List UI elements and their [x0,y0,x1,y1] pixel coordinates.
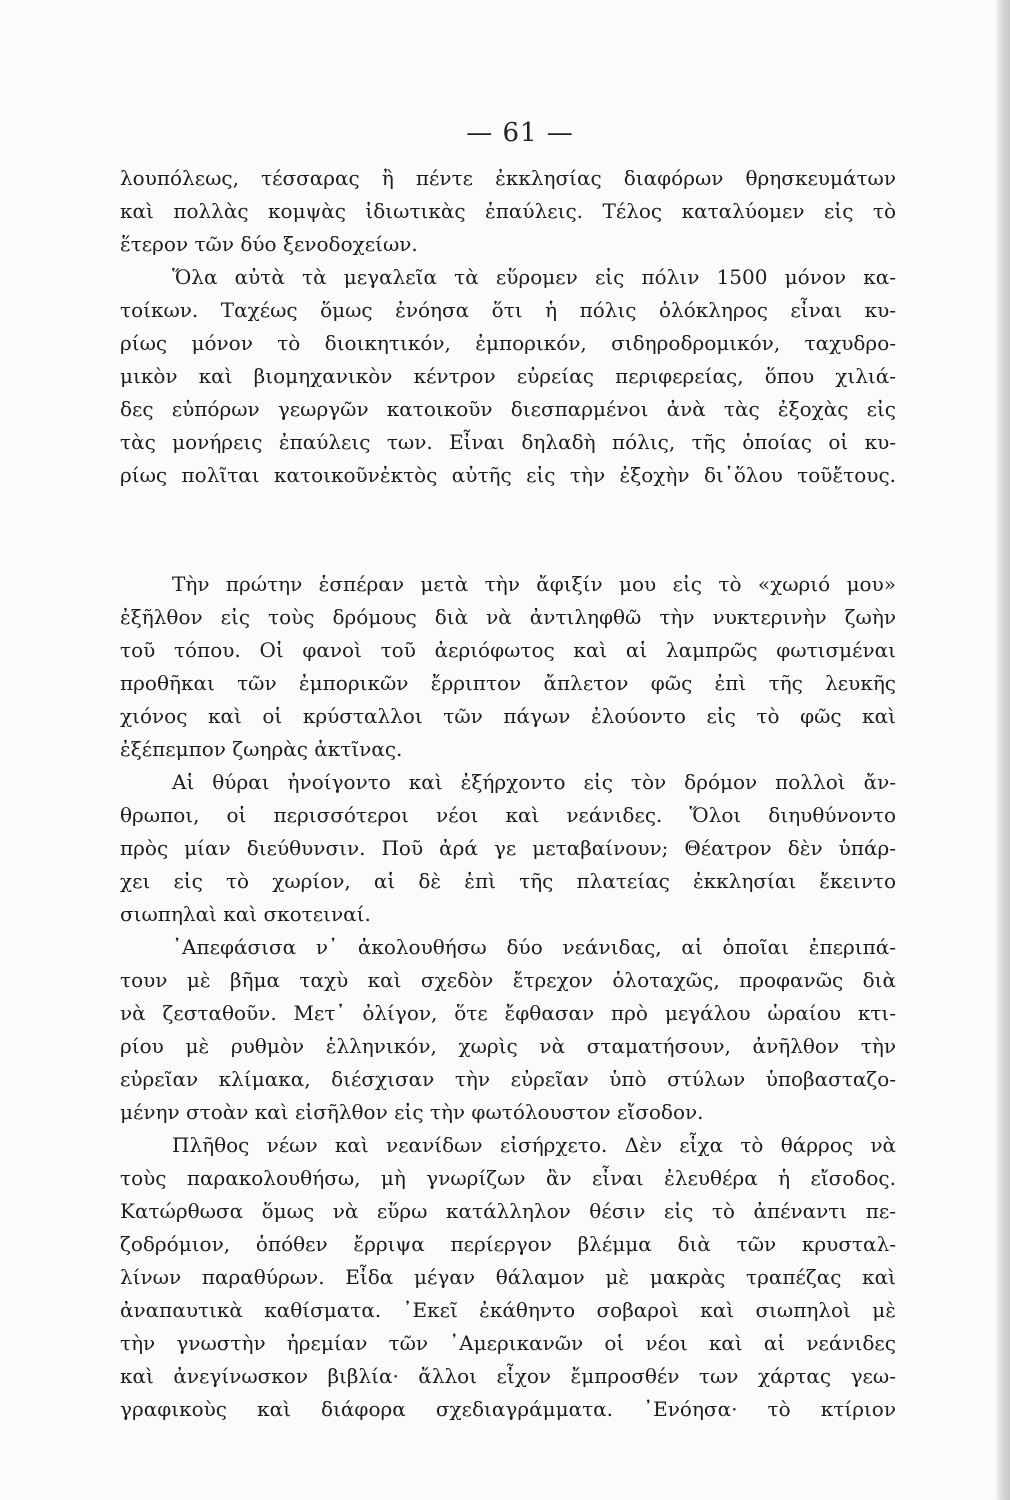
text-line: ἕτερον τῶν δύο ξενοδοχείων. [120,232,418,256]
text-section-1 [120,162,896,492]
text-line: μένην στοὰν καὶ εἰσῆλθον εἰς τὴν φωτόλουστον εἴσοδον. [120,1100,704,1124]
text-line: δες εὐπόρων γεωργῶν κατοικοῦν διεσπαρμένοι ἀνὰ τὰς ἐξοχὰς εἰς [120,397,896,421]
text-line: χει εἰς τὸ χωρίον, αἱ δὲ ἐπὶ τῆς πλατείας ἐκκλησίαι ἔκειντο [120,869,896,893]
paragraph [120,568,896,766]
text-line: λουπόλεως, τέσσαρας ἢ πέντε ἐκκλησίας διαφόρων θρησκευμάτων [120,166,896,190]
text-line: ᾿Απεφάσισα ν᾿ ἀκολουθήσω δύο νεάνιδας, αἱ ὁποῖαι ἐπεριπά- [172,935,896,959]
text-line: τοίκων. Ταχέως ὅμως ἐνόησα ὅτι ἡ πόλις ὁλόκληρος εἶναι κυ- [120,298,896,322]
text-line: Ὅλα αὐτὰ τὰ μεγαλεῖα τὰ εὕρομεν εἰς πόλιν 1500 μόνον κα- [172,265,896,289]
text-line: γραφικοὺς καὶ διάφορα σχεδιαγράμματα. ᾿Ενόησα· τὸ κτίριον [120,1397,896,1421]
text-line: τουν μὲ βῆμα ταχὺ καὶ σχεδὸν ἔτρεχον ὁλοταχῶς, προφανῶς διὰ [120,968,896,992]
text-line: θρωποι, οἱ περισσότεροι νέοι καὶ νεάνιδες. Ὅλοι διηυθύνοντο [120,803,896,827]
text-line: λίνων παραθύρων. Εἶδα μέγαν θάλαμον μὲ μακρὰς τραπέζας καὶ [120,1265,896,1289]
text-line: Αἱ θύραι ἠνοίγοντο καὶ ἐξήρχοντο εἰς τὸν δρόμον πολλοὶ ἄν- [172,770,896,794]
text-line: καὶ ἀνεγίνωσκον βιβλία· ἄλλοι εἶχον ἔμπροσθέν των χάρτας γεω- [120,1364,896,1388]
paragraph [120,261,896,492]
text-line: ρίως πολῖται κατοικοῦνἐκτὸς αὐτῆς εἰς τὴν ἐξοχὴν δι᾿ὅλου τοῦἔτους. [120,463,896,487]
text-line: καὶ πολλὰς κομψὰς ἰδιωτικὰς ἐπαύλεις. Τέλος καταλύομεν εἰς τὸ [120,199,896,223]
text-line: τὴν γνωστὴν ἠρεμίαν τῶν ᾿Αμερικανῶν οἱ νέοι καὶ αἱ νεάνιδες [120,1331,896,1355]
page-edge-shadow [996,0,1010,1500]
text-line: σιωπηλαὶ καὶ σκοτειναί. [120,902,371,926]
text-line: ρίου μὲ ρυθμὸν ἑλληνικόν, χωρὶς νὰ σταματήσουν, ἀνῆλθον τὴν [120,1034,896,1058]
text-line: προθῆκαι τῶν ἐμπορικῶν ἔρριπτον ἄπλετον φῶς ἐπὶ τῆς λευκῆς [120,671,896,695]
paragraph [120,931,896,1129]
text-line: Πλῆθος νέων καὶ νεανίδων εἰσήρχετο. Δὲν εἶχα τὸ θάρρος νὰ [172,1133,896,1157]
text-line: ἐξῆλθον εἰς τοὺς δρόμους διὰ νὰ ἀντιληφθῶ τὴν νυκτερινὴν ζωὴν [120,605,896,629]
paragraph [120,766,896,931]
text-line: Τὴν πρώτην ἑσπέραν μετὰ τὴν ἄφιξίν μου εἰς τὸ «χωριό μου» [172,572,896,596]
text-line: πρὸς μίαν διεύθυνσιν. Ποῦ ἀρά γε μεταβαίνουν; Θέατρον δὲν ὑπάρ- [120,836,896,860]
text-line: Κατώρθωσα ὅμως νὰ εὕρω κατάλληλον θέσιν εἰς τὸ ἀπέναντι πε- [120,1199,896,1223]
text-line: ζοδρόμιον, ὁπόθεν ἔρριψα περίεργον βλέμμα διὰ τῶν κρυσταλ- [120,1232,896,1256]
text-line: τοῦ τόπου. Οἱ φανοὶ τοῦ ἀεριόφωτος καὶ αἱ λαμπρῶς φωτισμέναι [120,638,896,662]
text-line: τὰς μονήρεις ἐπαύλεις των. Εἶναι δηλαδὴ πόλις, τῆς ὁποίας οἱ κυ- [120,430,896,454]
text-section-2 [120,568,896,1426]
text-line: ρίως μόνον τὸ διοικητικόν, ἐμπορικόν, σιδηροδρομικόν, ταχυδρο- [120,331,896,355]
paragraph [120,162,896,261]
text-line: τοὺς παρακολουθήσω, μὴ γνωρίζων ἂν εἶναι ἐλευθέρα ἡ εἴσοδος. [120,1166,896,1190]
text-line: ἐξέπεμπον ζωηρὰς ἀκτῖνας. [120,737,403,761]
text-line: νὰ ζεσταθοῦν. Μετ᾿ ὀλίγον, ὅτε ἔφθασαν πρὸ μεγάλου ὡραίου κτι- [120,1001,896,1025]
text-line: ἀναπαυτικὰ καθίσματα. ᾿Εκεῖ ἐκάθηντο σοβαροὶ καὶ σιωπηλοὶ μὲ [120,1298,896,1322]
text-line: μικὸν καὶ βιομηχανικὸν κέντρον εὐρείας περιφερείας, ὅπου χιλιά- [120,364,896,388]
text-line: χιόνος καὶ οἱ κρύσταλλοι τῶν πάγων ἐλούοντο εἰς τὸ φῶς καὶ [120,704,896,728]
page-number: — 61 — [466,118,574,148]
paragraph [120,1129,896,1426]
text-line: εὐρεῖαν κλίμακα, διέσχισαν τὴν εὐρεῖαν ὑπὸ στύλων ὑποβασταζο- [120,1067,896,1091]
